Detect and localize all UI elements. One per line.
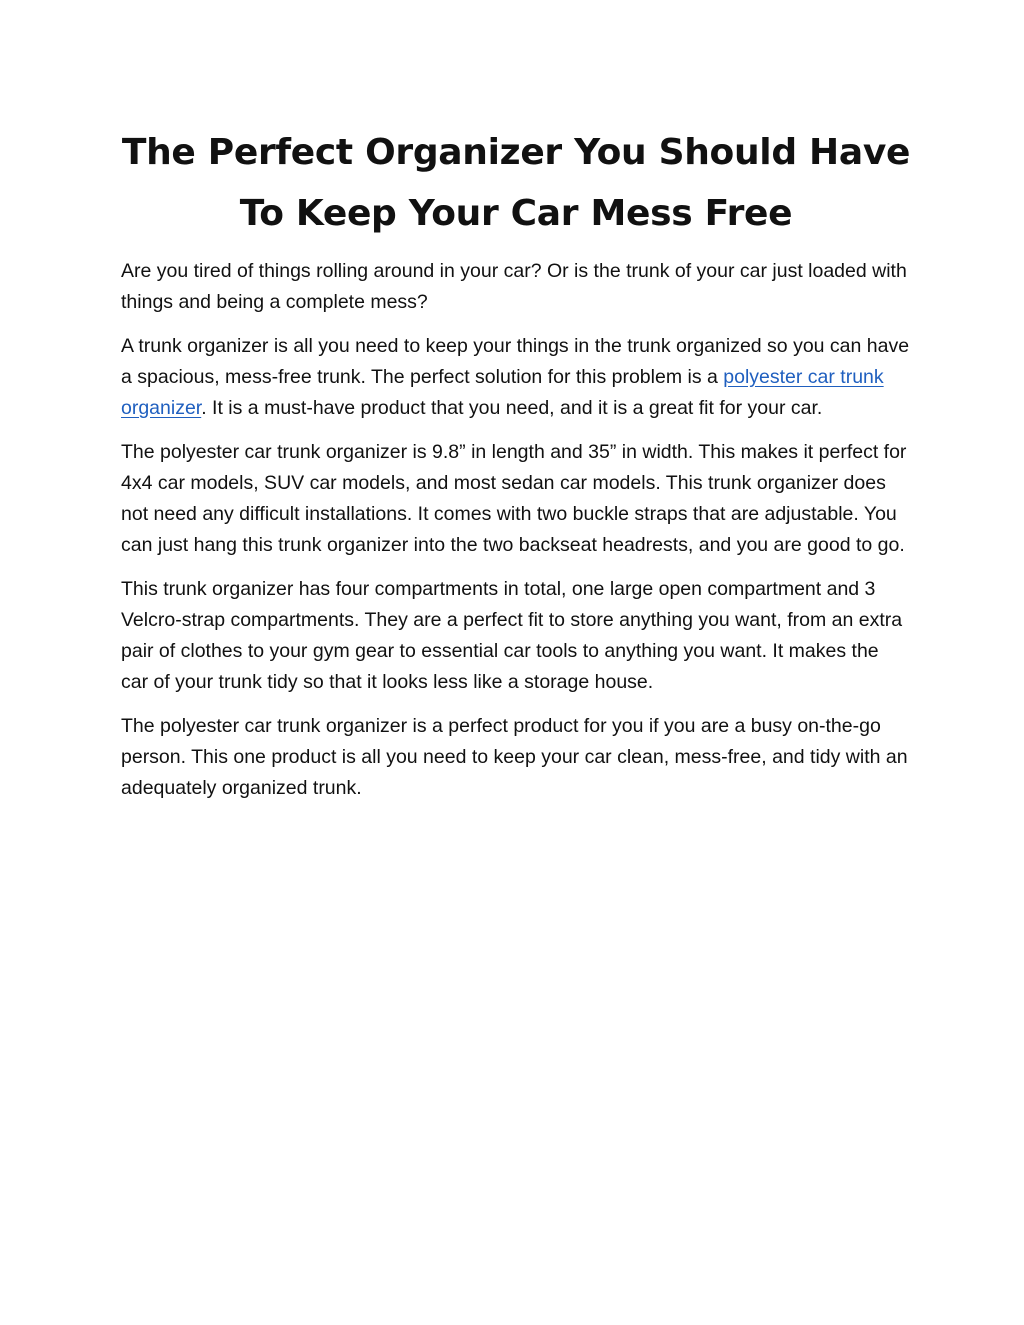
paragraph-compartments: This trunk organizer has four compartments in total, one large open compartment and 3 Velcro-strap compartments. They are a perfect fit to store anything you want, from an extra pair of clothes to your gym gear to essential car tools to anything you want. It makes the car of your trunk tidy so that it looks less like a storage house. — [121, 578, 903, 693]
document-page — [121, 122, 911, 817]
paragraph-trunk-organizer — [121, 331, 911, 424]
paragraph-text-before-link: A trunk organizer is all you need to keep your things in the trunk organized so you can have a spacious, mess-free trunk. The perfect solution for this problem is a — [121, 335, 910, 388]
title-line-1: The Perfect Organizer You Should Have — [121, 132, 911, 173]
paragraph-intro: Are you tired of things rolling around in your car? Or is the trunk of your car just loaded with things and being a complete mess? — [121, 260, 907, 313]
product-link[interactable]: polyester car trunk organizer — [121, 366, 884, 419]
title-line-2: To Keep Your Car Mess Free — [239, 193, 793, 234]
paragraph-conclusion: The polyester car trunk organizer is a perfect product for you if you are a busy on-the-go person. This one product is all you need to keep your car clean, mess-free, and tidy with an adequately organized trunk. — [121, 715, 908, 799]
document-title — [121, 122, 911, 244]
paragraph-text-after-link: . It is a must-have product that you need, and it is a great fit for your car. — [201, 397, 823, 419]
paragraph-dimensions: The polyester car trunk organizer is 9.8” in length and 35” in width. This makes it perfect for 4x4 car models, SUV car models, and most sedan car models. This trunk organizer does not need any difficult installations. It comes with two buckle straps that are adjustable. You can just hang this trunk organizer into the two backseat headrests, and you are good to go. — [121, 441, 907, 556]
